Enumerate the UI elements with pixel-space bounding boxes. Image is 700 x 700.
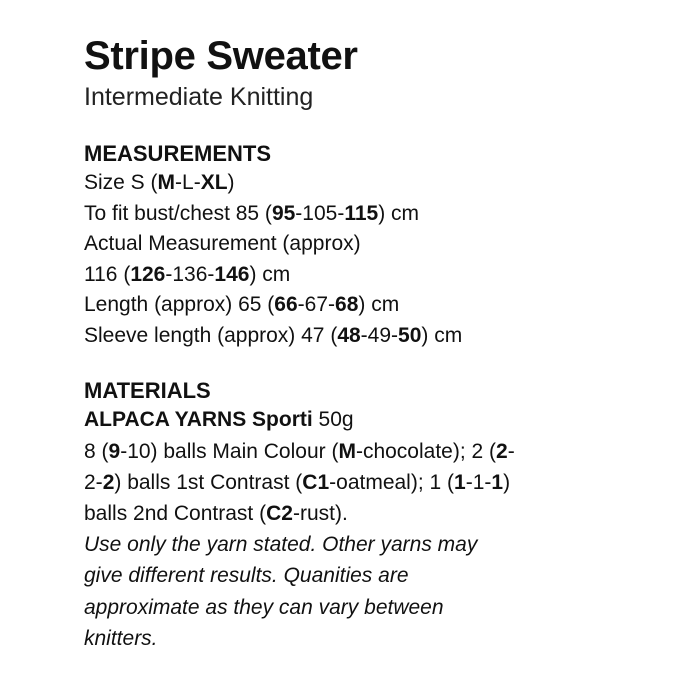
text-run: ) cm [358,293,400,316]
bold-size-value: 50 [398,323,422,347]
measurements-section [84,140,674,351]
text-run: Size S ( [84,171,158,194]
bold-size-value: 1 [454,470,466,494]
text-line [84,168,674,199]
text-line [84,498,674,529]
text-run: ) cm [249,262,291,286]
bold-size-value: M [157,171,176,194]
text-run: - [507,439,515,463]
pattern-title: Stripe Sweater [84,34,358,78]
text-run: 50g [312,408,354,431]
text-line [84,467,674,498]
text-run: -67- [297,293,336,316]
text-run: -L- [175,171,201,194]
text-run: -rust). [292,501,348,525]
bold-size-value: M [338,439,356,463]
text-run: Sleeve length (approx) 47 ( [84,323,338,347]
text-run: To fit bust/chest 85 ( [84,201,272,225]
text-run: ) cm [378,201,420,225]
text-run: ) [503,470,511,494]
yarn-line [84,405,674,436]
bold-size-value: 66 [274,293,298,316]
bold-size-value: 9 [108,439,121,463]
text-line [84,260,674,291]
bold-size-value: C1 [302,470,330,494]
text-run: -chocolate); 2 ( [355,439,497,463]
note-line: approximate as they can vary between [84,595,444,619]
text-run: -1- [465,470,492,494]
bold-size-value: XL [200,171,228,194]
text-line [84,290,674,321]
bold-size-value: 146 [214,262,250,286]
text-run: ) [227,171,235,194]
materials-note [84,529,674,655]
bold-size-value: 1 [491,470,504,494]
text-run: 116 ( [84,262,131,286]
bold-size-value: C2 [266,501,293,525]
text-line [84,199,674,230]
text-run: 8 ( [84,439,109,463]
note-line: knitters. [84,627,158,650]
text-run: -oatmeal); 1 ( [329,470,455,494]
text-run: ) cm [421,323,463,347]
text-run: -10) balls Main Colour ( [120,439,339,463]
measurements-heading: MEASUREMENTS [84,141,272,166]
text-run: 2- [84,470,103,494]
text-line [84,436,674,467]
text-run: Actual Measurement (approx) [84,232,361,255]
text-run: -136- [165,262,215,286]
pattern-subtitle: Intermediate Knitting [84,83,314,111]
text-line [84,321,674,352]
text-run: balls 2nd Contrast ( [84,501,267,525]
bold-size-value: 115 [344,201,379,225]
bold-size-value: 2 [102,470,115,494]
bold-size-value: ALPACA YARNS Sporti [84,408,313,431]
text-run: -49- [360,323,399,347]
bold-size-value: 95 [271,201,296,225]
text-run: ) balls 1st Contrast ( [114,470,303,494]
text-run: Length (approx) 65 ( [84,293,275,316]
bold-size-value: 48 [337,323,361,347]
text-run: -105- [295,201,345,225]
pattern-page [84,34,674,655]
text-line [84,229,674,260]
measurements-lines [84,168,674,351]
materials-section [84,377,674,655]
note-line: give different results. Quanities are [84,564,409,587]
note-line: Use only the yarn stated. Other yarns may [84,532,478,556]
bold-size-value: 126 [130,262,166,286]
materials-heading: MATERIALS [84,378,211,403]
materials-paragraph [84,436,674,529]
bold-size-value: 2 [496,439,508,463]
bold-size-value: 68 [335,293,359,316]
